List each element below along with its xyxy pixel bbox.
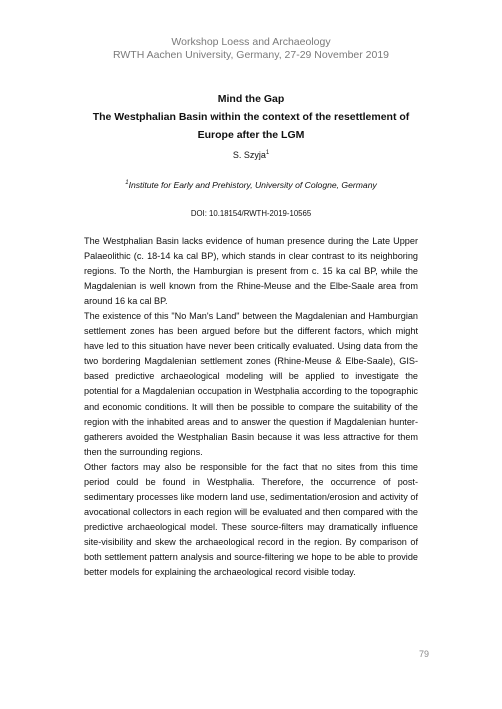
header-line-1: Workshop Loess and Archaeology — [171, 36, 331, 48]
header-line-2: RWTH Aachen University, Germany, 27-29 November 2019 — [112, 49, 390, 61]
abstract-body — [84, 234, 418, 580]
affiliation-text: Institute for Early and Prehistory, University of Cologne, Germany — [128, 180, 377, 190]
abstract-paragraph: The existence of this "No Man's Land" between the Magdalenian and Hamburgian settlement zones has been argued before but the different factors, which might have led to this situation have never been critically evaluated. Using data from the two bordering Magdalenian settlement zones (Rhine-Meuse & Elbe-Saale), GIS-based predictive archaeological modeling will be applied to investigate the potential for a Magdalenian occupation in Westphalia according to the topographic and economic conditions. It will then be possible to compare the suitability of the region with the inhabited areas and to answer the question if Magdalenian hunter-gatherers avoided the Westphalian Basin because it was less attractive for them then the surrounding regions. — [84, 311, 418, 457]
title-line-2: The Westphalian Basin within the context of the resettlement of — [92, 111, 410, 123]
author-name: S. Szyja — [232, 150, 266, 160]
page-number: 79 — [418, 649, 429, 659]
doi-line: DOI: 10.18154/RWTH-2019-10565 — [190, 209, 312, 218]
title-line-1: Mind the Gap — [217, 93, 285, 105]
abstract-paragraph: Other factors may also be responsible for the fact that no sites from this time period could be found in Westphalia. Therefore, the occurrence of post-sedimentary processes like modern land use, sedimentation/erosion and activity of avocational collectors in each region will be evaluated and then compared with the predictive archaeological model. These source-filters may dramatically influence site-visibility and skew the archaeological record in the region. By comparison of both settlement pattern analysis and source-filtering we hope to be able to provide better models for explaining the archaeological record visible today. — [84, 461, 418, 578]
abstract-paragraph: The Westphalian Basin lacks evidence of human presence during the Late Upper Palaeolithic (c. 18-14 ka cal BP), which stands in clear contrast to its neighboring regions. To the North, the Hamburgian is present from c. 15 ka cal BP, while the Magdalenian is well known from the Rhine-Meuse and the Elbe-Saale area from around 16 ka cal BP. — [84, 236, 418, 307]
running-header — [0, 36, 502, 62]
author-affiliation-marker: 1 — [265, 150, 270, 156]
affiliation-line — [0, 180, 502, 190]
paper-title — [84, 90, 418, 144]
affiliation-marker: 1 — [125, 180, 129, 187]
author-line — [0, 150, 502, 160]
title-line-3: Europe after the LGM — [197, 129, 305, 141]
